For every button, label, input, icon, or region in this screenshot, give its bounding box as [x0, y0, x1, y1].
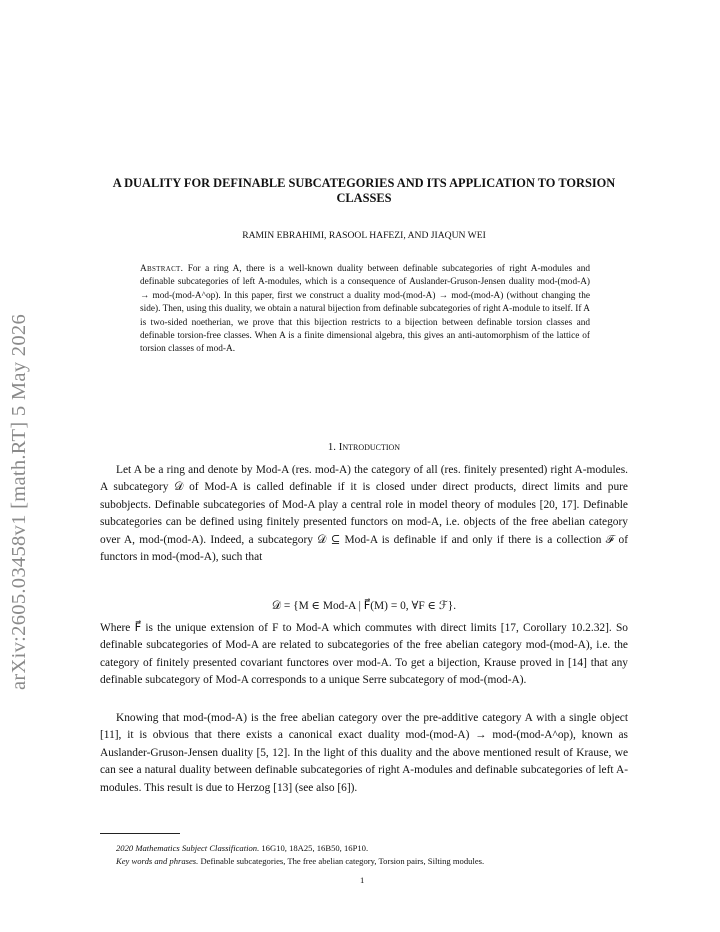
footnote-msc [100, 842, 640, 855]
paper-authors: RAMIN EBRAHIMI, RASOOL HAFEZI, AND JIAQUN WEI [242, 230, 486, 241]
abstract-text: For a ring A, there is a well-known duality between definable subcategories of right A-modules and definable subcategories of left A-modules, which is a consequence of Auslander-Gruson-Jensen duality mod-(mod-A) → mod-(mod-A^op). In this paper, first we construct a duality mod-(mod-A) → mod-(mod-A) (without changing the side). Then, using this duality, we obtain a natural bijection from definable subcategories of right A-module to itself. If A is two-sided noetherian, we prove that this bijection restricts to a bijection between definable torsion classes and definable torsion-free classes. When A is a finite dimensional algebra, this gives an anti-automorphism of the lattice of torsion classes of mod-A. [140, 264, 590, 355]
intro-paragraph-2: Where F⃗ is the unique extension of F to Mod-A which commutes with direct limits [17, Corollary 10.2.32]. So definable subcategories of Mod-A are related to subcategories of the free abelian category mod-(mod-A), i.e. the category of finitely presented covariant functores over mod-A. To get a bijection, Krause proved in [14] that any definable subcategory of Mod-A corresponds to a unique Serre subcategory of mod-(mod-A). [100, 622, 628, 687]
section-heading [100, 441, 628, 453]
footnotes [100, 842, 640, 867]
intro-paragraph-3: Knowing that mod-(mod-A) is the free abelian category over the pre-additive category A with a single object [11], it is obvious that there exists a canonical exact duality mod-(mod-A) → mod-(mod-A^op), known as Auslander-Gruson-Jensen duality [5, 12]. In the light of this duality and the above mentioned result of Krause, we can see a natural duality between definable subcategories of right A-modules and definable subcategories of left A-modules. This result is due to Herzog [13] (see also [6]). [100, 712, 628, 794]
display-equation: 𝒟 = {M ∈ Mod-A | F⃗(M) = 0, ∀F ∈ ℱ}. [271, 600, 457, 612]
footnote-rule [100, 833, 180, 834]
section-title: Introduction [338, 441, 401, 453]
arxiv-identifier[interactable]: arXiv:2605.03458v1 [math.RT] 5 May 2026 [8, 313, 30, 690]
abstract-label: Abstract. [140, 264, 184, 274]
footnote-keywords [100, 855, 640, 868]
page-number: 1 [360, 875, 365, 885]
section-number: 1. [327, 441, 337, 453]
paper-title: A DUALITY FOR DEFINABLE SUBCATEGORIES AND ITS APPLICATION TO TORSION CLASSES [112, 176, 616, 205]
intro-paragraph-1: Let A be a ring and denote by Mod-A (res. mod-A) the category of all (res. finitely presented) right A-modules. A subcategory 𝒟 of Mod-A is called definable if it is closed under direct products, direct limits and pure subobjects. Definable subcategories of Mod-A play a central role in model theory of modules [20, 17]. Definable subcategories can be defined using finitely presented functors on mod-A, i.e. objects of the free abelian category over A, mod-(mod-A). Indeed, a subcategory 𝒟 ⊆ Mod-A is definable if and only if there is a collection ℱ of functors in mod-(mod-A), such that [100, 464, 628, 564]
footnote-msc-codes: 16G10, 18A25, 16B50, 16P10. [261, 843, 369, 853]
footnote-msc-label: 2020 Mathematics Subject Classification. [116, 843, 260, 853]
footnote-keywords-label: Key words and phrases. [116, 855, 199, 866]
abstract [140, 263, 590, 357]
footnote-keywords-text: Definable subcategories, The free abelian category, Torsion pairs, Silting modules. [200, 855, 485, 866]
